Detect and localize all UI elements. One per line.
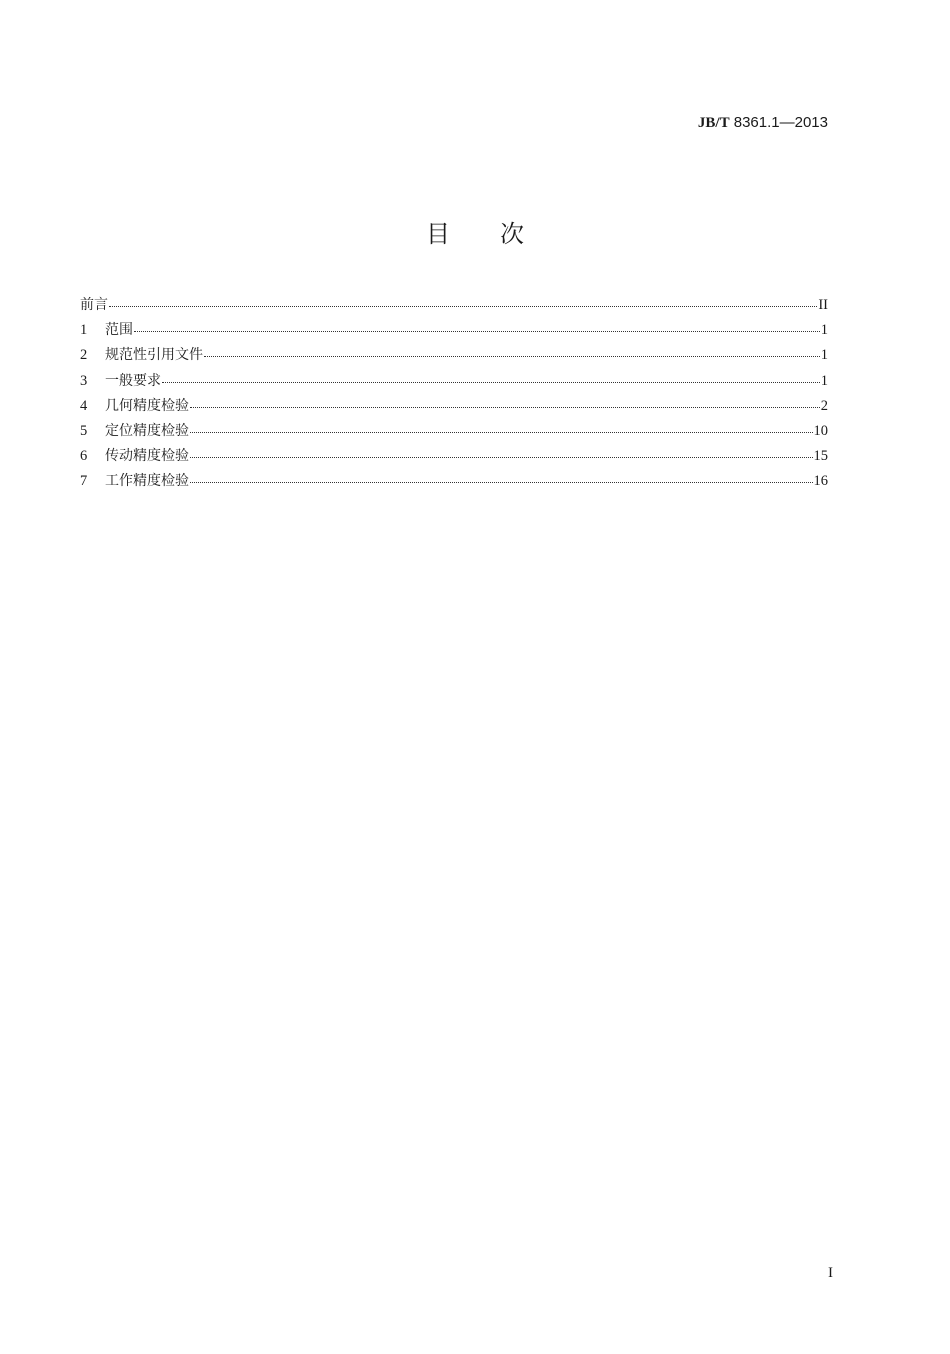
document-code-number: 8361.1—2013 <box>729 114 828 131</box>
toc-entry-number: 6 <box>80 448 88 465</box>
toc-entry-label: 一般要求 <box>105 372 161 389</box>
document-code-prefix: JB/T <box>697 115 730 131</box>
toc-dot-leader <box>204 355 820 357</box>
toc-dot-leader <box>190 481 813 483</box>
toc-entry-page: 1 <box>820 372 828 389</box>
toc-entry-label: 前言 <box>80 297 108 313</box>
toc-entry-foreword[interactable] <box>80 293 828 318</box>
toc-dot-leader <box>190 456 813 458</box>
toc-entry-number: 2 <box>80 347 88 364</box>
toc-entry-positioning-accuracy[interactable] <box>80 419 828 444</box>
toc-entry-transmission-accuracy[interactable] <box>80 444 828 469</box>
toc-dot-leader <box>134 330 820 332</box>
toc-entry-label: 定位精度检验 <box>105 422 189 439</box>
toc-entry-number: 1 <box>80 322 88 339</box>
toc-entry-geometric-accuracy[interactable] <box>80 394 828 419</box>
toc-entry-scope[interactable] <box>80 318 828 343</box>
toc-list <box>80 293 828 495</box>
toc-entry-label: 几何精度检验 <box>105 397 189 414</box>
toc-entry-page: 10 <box>813 422 828 439</box>
toc-title <box>0 214 950 249</box>
toc-entry-label: 工作精度检验 <box>105 473 189 490</box>
toc-entry-label: 传动精度检验 <box>105 448 189 465</box>
toc-dot-leader <box>190 406 820 408</box>
toc-entry-label: 范围 <box>105 322 133 339</box>
toc-dot-leader <box>162 381 820 383</box>
toc-entry-working-accuracy[interactable] <box>80 469 828 494</box>
page-number: I <box>828 1265 833 1281</box>
toc-entry-page: 15 <box>813 448 828 465</box>
toc-entry-page: 1 <box>820 347 828 364</box>
toc-entry-number: 4 <box>80 397 88 414</box>
toc-dot-leader <box>190 431 813 433</box>
toc-entry-page: II <box>818 297 828 313</box>
toc-entry-label: 规范性引用文件 <box>105 347 203 364</box>
toc-entry-general-requirements[interactable] <box>80 369 828 394</box>
toc-title-char-2: 次 <box>500 220 524 248</box>
toc-entry-number: 3 <box>80 372 88 389</box>
toc-entry-page: 2 <box>820 397 828 414</box>
document-code <box>698 114 828 132</box>
toc-entry-page: 1 <box>820 322 828 339</box>
toc-entry-number: 5 <box>80 422 88 439</box>
toc-dot-leader <box>109 305 817 307</box>
toc-entry-number: 7 <box>80 473 88 490</box>
toc-entry-normative-references[interactable] <box>80 343 828 368</box>
toc-title-char-1: 目 <box>426 220 450 248</box>
toc-entry-page: 16 <box>813 473 828 490</box>
